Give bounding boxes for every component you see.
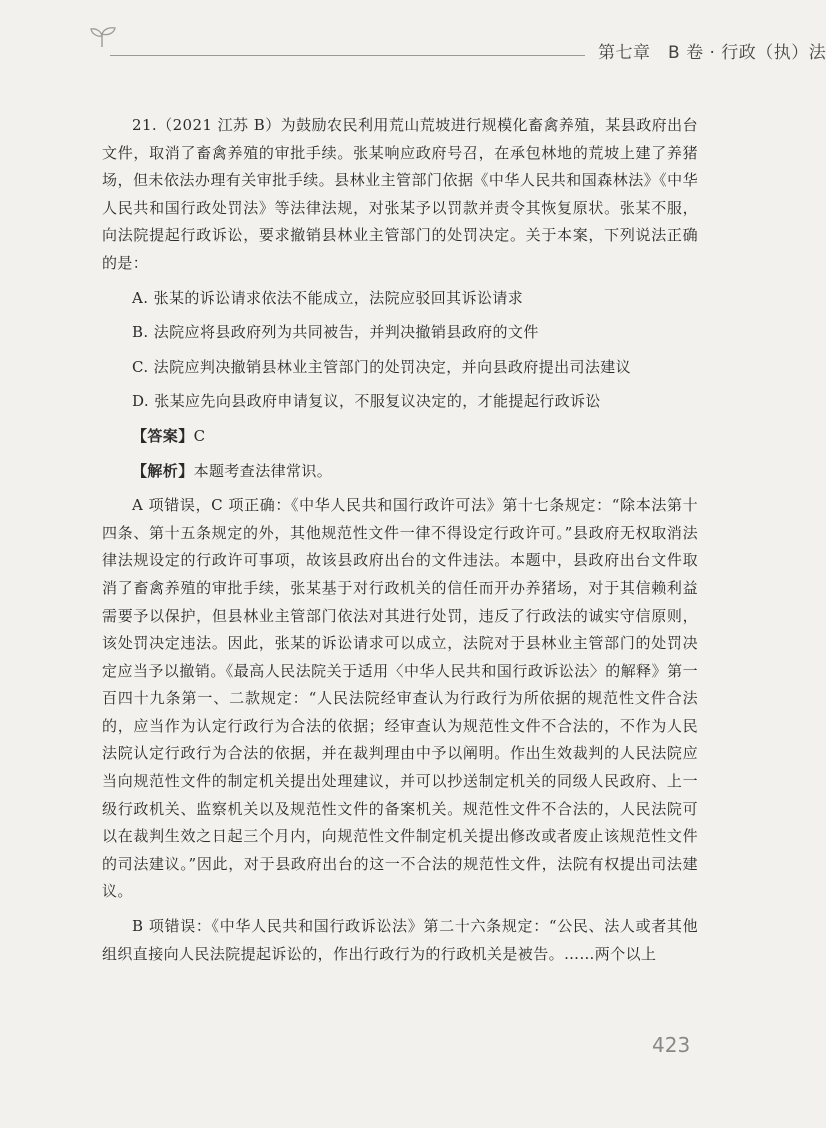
answer-label: 【答案】 xyxy=(132,426,194,445)
answer-line xyxy=(102,423,698,451)
page-number: 423 xyxy=(652,1033,691,1057)
chapter-title: 第七章 B 卷 · 行政（执）法 xyxy=(598,43,826,63)
option-d: D. 张某应先向县政府申请复议，不服复议决定的，才能提起行政诉讼 xyxy=(132,392,601,411)
sprout-icon xyxy=(88,26,118,48)
question-stem: 21.（2021 江苏 B）为鼓励农民利用荒山荒坡进行规模化畜禽养殖，某县政府出台文件，取消了畜禽养殖的审批手续。张某响应政府号召，在承包林地的荒坡上建了养猪场，但未依法办理有关审批手续。县林业主管部门依据《中华人民共和国森林法》《中华人民共和国行政处罚法》等法律法规，对张某予以罚款并责令其恢复原状。张某不服，向法院提起行政诉讼，要求撤销县林业主管部门的处罚决定。关于本案，下列说法正确的是： xyxy=(102,116,698,272)
answer-value: C xyxy=(193,426,206,445)
analysis-paragraph: B 项错误：《中华人民共和国行政诉讼法》第二十六条规定：“公民、法人或者其他组织直接向人民法院提起诉讼的，作出行政行为的行政机关是被告。……两个以上 xyxy=(102,917,698,963)
header-rule xyxy=(110,55,585,56)
running-header xyxy=(0,0,826,90)
page-content xyxy=(102,112,698,975)
analysis-paragraph: A 项错误，C 项正确：《中华人民共和国行政许可法》第十七条规定：“除本法第十四条、第十五条规定的外，其他规范性文件一律不得设定行政许可。”县政府无权取消法律法规设定的行政许可事项，故该县政府出台的文件违法。本题中，县政府出台文件取消了畜禽养殖的审批手续，张某基于对行政机关的信任而开办养猪场，对于其信赖利益需要予以保护，但县林业主管部门依法对其进行处罚，违反了行政法的诚实守信原则，该处罚决定违法。因此，张某的诉讼请求可以成立，法院对于县林业主管部门的处罚决定应当予以撤销。《最高人民法院关于适用〈中华人民共和国行政诉讼法〉的解释》第一百四十九条第一、二款规定：“人民法院经审查认为行政行为所依据的规范性文件合法的，应当作为认定行政行为合法的依据；经审查认为规范性文件不合法的，不作为人民法院认定行政行为合法的依据，并在裁判理由中予以阐明。作出生效裁判的人民法院应当向规范性文件的制定机关提出处理建议，并可以抄送制定机关的同级人民政府、上一级行政机关、监察机关以及规范性文件的备案机关。规范性文件不合法的，人民法院可以在裁判生效之日起三个月内，向规范性文件制定机关提出修改或者废止该规范性文件的司法建议。”因此，对于县政府出台的这一不合法的规范性文件，法院有权提出司法建议。 xyxy=(102,496,698,901)
option-b: B. 法院应将县政府列为共同被告，并判决撤销县政府的文件 xyxy=(132,323,539,342)
option-a: A. 张某的诉讼请求依法不能成立，法院应驳回其诉讼请求 xyxy=(132,288,524,307)
analysis-intro-line xyxy=(102,458,698,486)
option-c: C. 法院应判决撤销县林业主管部门的处罚决定，并向县政府提出司法建议 xyxy=(132,357,632,376)
analysis-intro: 本题考查法律常识。 xyxy=(193,461,333,480)
analysis-label: 【解析】 xyxy=(132,461,194,480)
